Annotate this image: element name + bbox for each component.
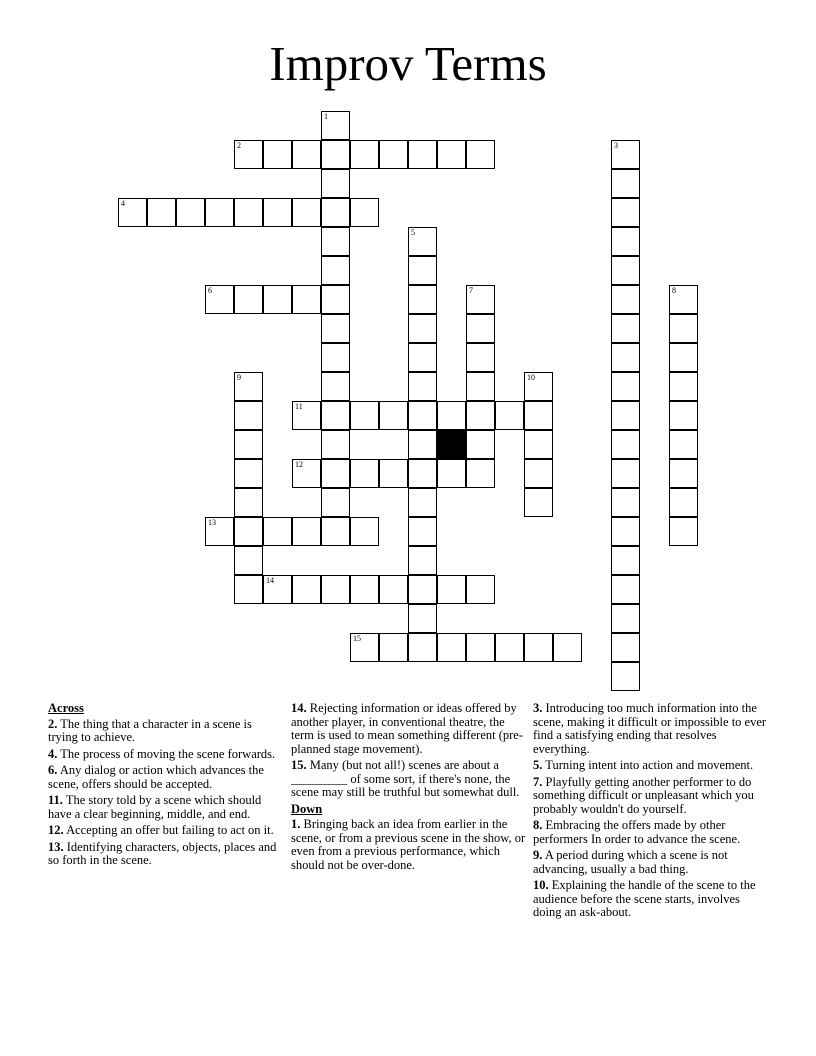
grid-cell[interactable] [524, 372, 553, 401]
grid-cell[interactable] [234, 517, 263, 546]
grid-cell[interactable] [321, 372, 350, 401]
grid-cell[interactable] [611, 401, 640, 430]
grid-cell[interactable] [350, 459, 379, 488]
grid-cell[interactable] [350, 633, 379, 662]
grid-cell[interactable] [408, 517, 437, 546]
grid-cell[interactable] [321, 343, 350, 372]
grid-cell[interactable] [263, 575, 292, 604]
grid-cell[interactable] [350, 140, 379, 169]
grid-cell[interactable] [408, 401, 437, 430]
grid-cell[interactable] [408, 604, 437, 633]
grid-cell[interactable] [524, 401, 553, 430]
grid-cell[interactable] [408, 546, 437, 575]
grid-cell[interactable] [408, 285, 437, 314]
grid-cell[interactable] [321, 256, 350, 285]
cell-number: 13 [208, 518, 216, 527]
grid-cell[interactable] [669, 285, 698, 314]
grid-cell[interactable] [263, 285, 292, 314]
grid-cell[interactable] [466, 343, 495, 372]
grid-cell[interactable] [379, 140, 408, 169]
grid-cell[interactable] [321, 314, 350, 343]
grid-cell[interactable] [321, 430, 350, 459]
grid-cell[interactable] [408, 575, 437, 604]
grid-cell[interactable] [321, 227, 350, 256]
grid-cell[interactable] [495, 401, 524, 430]
across-clue-2: 2. The thing that a character in a scene is trying to achieve. [48, 716, 252, 744]
grid-cell[interactable] [292, 401, 321, 430]
grid-cell[interactable] [263, 198, 292, 227]
cell-number: 8 [672, 286, 676, 295]
grid-cell[interactable] [408, 314, 437, 343]
grid-cell[interactable] [292, 575, 321, 604]
grid-cell[interactable] [669, 488, 698, 517]
cell-number: 3 [614, 141, 618, 150]
grid-cell[interactable] [234, 198, 263, 227]
grid-cell[interactable] [524, 459, 553, 488]
cell-number: 11 [295, 402, 303, 411]
grid-cell[interactable] [408, 488, 437, 517]
grid-cell[interactable] [611, 372, 640, 401]
grid-cell[interactable] [669, 343, 698, 372]
grid-cell[interactable] [524, 430, 553, 459]
grid-cell[interactable] [350, 517, 379, 546]
grid-cell[interactable] [611, 662, 640, 691]
grid-cell[interactable] [292, 459, 321, 488]
grid-cell[interactable] [292, 517, 321, 546]
grid-cell[interactable] [611, 140, 640, 169]
grid-cell[interactable] [611, 430, 640, 459]
cell-number: 4 [121, 199, 125, 208]
grid-cell[interactable] [611, 314, 640, 343]
cell-number: 1 [324, 112, 328, 121]
down-clue-7: 7. Playfully getting another performer to do something difficult or unpleasant which you probably wouldn't do yourself. [533, 774, 754, 816]
grid-cell[interactable] [611, 459, 640, 488]
grid-cell[interactable] [669, 459, 698, 488]
grid-cell[interactable] [524, 488, 553, 517]
grid-cell[interactable] [669, 430, 698, 459]
grid-cell[interactable] [408, 343, 437, 372]
grid-cell[interactable] [263, 140, 292, 169]
clues-column-3 [533, 702, 771, 923]
across-clue-11: 11. The story told by a scene which should have a clear beginning, middle, and end. [48, 793, 262, 821]
grid-cell[interactable] [234, 401, 263, 430]
cell-number: 5 [411, 228, 415, 237]
grid-cell[interactable] [408, 633, 437, 662]
grid-cell[interactable] [234, 488, 263, 517]
grid-cell[interactable] [234, 546, 263, 575]
grid-cell[interactable] [205, 517, 234, 546]
grid-cell[interactable] [176, 198, 205, 227]
grid-cell[interactable] [234, 372, 263, 401]
across-clue-13: 13. Identifying characters, objects, places and so forth in the scene. [48, 839, 277, 867]
grid-cell[interactable] [205, 285, 234, 314]
grid-cell[interactable] [234, 140, 263, 169]
down-clue-9: 9. A period during which a scene is not advancing, usually a bad thing. [533, 848, 728, 876]
page-title: Improv Terms [269, 36, 547, 91]
grid-cell[interactable] [321, 401, 350, 430]
grid-cell[interactable] [234, 575, 263, 604]
grid-cell[interactable] [437, 459, 466, 488]
grid-cell[interactable] [234, 285, 263, 314]
grid-cell[interactable] [234, 430, 263, 459]
grid-cell[interactable] [321, 285, 350, 314]
grid-cell[interactable] [437, 401, 466, 430]
grid-cell[interactable] [611, 198, 640, 227]
grid-cell[interactable] [669, 401, 698, 430]
across-clue-14: 14. Rejecting information or ideas offered by another player, in conventional theatre, the term is used to mean something different (pre-planned stage movement). [291, 701, 523, 756]
grid-cell[interactable] [292, 198, 321, 227]
grid-cell[interactable] [321, 140, 350, 169]
grid-cell[interactable] [263, 517, 292, 546]
grid-cell[interactable] [379, 401, 408, 430]
grid-cell[interactable] [611, 575, 640, 604]
grid-cell[interactable] [611, 517, 640, 546]
clues-column-1 [48, 702, 284, 871]
grid-cell[interactable] [350, 401, 379, 430]
grid-cell[interactable] [466, 633, 495, 662]
grid-cell[interactable] [611, 343, 640, 372]
across-heading: Across [48, 701, 84, 715]
grid-cell[interactable] [321, 111, 350, 140]
grid-cell[interactable] [408, 430, 437, 459]
grid-cell[interactable] [379, 459, 408, 488]
grid-cell[interactable] [466, 140, 495, 169]
cell-number: 7 [469, 286, 473, 295]
grid-cell[interactable] [611, 633, 640, 662]
grid-cell[interactable] [350, 198, 379, 227]
grid-cell[interactable] [321, 459, 350, 488]
grid-cell[interactable] [437, 575, 466, 604]
cell-number: 9 [237, 373, 241, 382]
grid-cell[interactable] [205, 198, 234, 227]
across-clue-15: 15. Many (but not all!) scenes are about a _________ of some sort, if there's none, the scene may still be truthful but somewhat dull. [291, 758, 520, 799]
down-clue-3: 3. Introducing too much information into the scene, making it difficult or impossible to ever find a satisfying ending that resolves everything. [533, 701, 767, 756]
across-clue-4: 4. The process of moving the scene forwards. [48, 746, 276, 761]
grid-cell[interactable] [611, 285, 640, 314]
grid-cell[interactable] [292, 140, 321, 169]
grid-cell[interactable] [466, 285, 495, 314]
across-clue-12: 12. Accepting an offer but failing to act on it. [48, 823, 274, 837]
across-clue-6: 6. Any dialog or action which advances the scene, offers should be accepted. [48, 763, 264, 791]
grid-cell[interactable] [669, 517, 698, 546]
grid-cell[interactable] [292, 285, 321, 314]
grid-cell[interactable] [466, 430, 495, 459]
grid-cell[interactable] [466, 459, 495, 488]
grid-cell[interactable] [466, 314, 495, 343]
down-clue-5: 5. Turning intent into action and movement. [533, 758, 754, 772]
cell-number: 6 [208, 286, 212, 295]
black-square [437, 430, 466, 459]
cell-number: 14 [266, 576, 274, 585]
grid-cell[interactable] [553, 633, 582, 662]
grid-cell[interactable] [524, 633, 553, 662]
grid-cell[interactable] [611, 227, 640, 256]
grid-cell[interactable] [321, 575, 350, 604]
cell-number: 15 [353, 634, 361, 643]
grid-cell[interactable] [379, 633, 408, 662]
grid-cell[interactable] [495, 633, 524, 662]
grid-cell[interactable] [321, 169, 350, 198]
down-clue-1: 1. Bringing back an idea from earlier in the scene, or from a previous scene in the show, or even from a previous performance, which should not be over-done. [291, 817, 526, 872]
grid-cell[interactable] [611, 488, 640, 517]
grid-cell[interactable] [321, 198, 350, 227]
grid-cell[interactable] [408, 140, 437, 169]
cell-number: 2 [237, 141, 241, 150]
grid-cell[interactable] [669, 372, 698, 401]
grid-cell[interactable] [466, 575, 495, 604]
grid-cell[interactable] [669, 314, 698, 343]
grid-cell[interactable] [147, 198, 176, 227]
grid-cell[interactable] [466, 401, 495, 430]
grid-cell[interactable] [379, 575, 408, 604]
grid-cell[interactable] [408, 256, 437, 285]
grid-cell[interactable] [234, 459, 263, 488]
grid-cell[interactable] [611, 546, 640, 575]
grid-cell[interactable] [611, 169, 640, 198]
grid-cell[interactable] [611, 604, 640, 633]
grid-cell[interactable] [437, 633, 466, 662]
down-clue-10: 10. Explaining the handle of the scene to the audience before the scene starts, involves doing an ask-about. [533, 878, 756, 919]
grid-cell[interactable] [350, 575, 379, 604]
grid-cell[interactable] [408, 227, 437, 256]
down-clue-8: 8. Embracing the offers made by other performers In order to advance the scene. [533, 818, 741, 846]
cell-number: 12 [295, 460, 303, 469]
grid-cell[interactable] [321, 517, 350, 546]
grid-cell[interactable] [118, 198, 147, 227]
grid-cell[interactable] [437, 140, 466, 169]
down-heading: Down [291, 801, 323, 816]
grid-cell[interactable] [408, 459, 437, 488]
grid-cell[interactable] [611, 256, 640, 285]
clues-column-2 [291, 702, 527, 875]
cell-number: 10 [527, 373, 535, 382]
grid-cell[interactable] [321, 488, 350, 517]
grid-cell[interactable] [466, 372, 495, 401]
grid-cell[interactable] [408, 372, 437, 401]
